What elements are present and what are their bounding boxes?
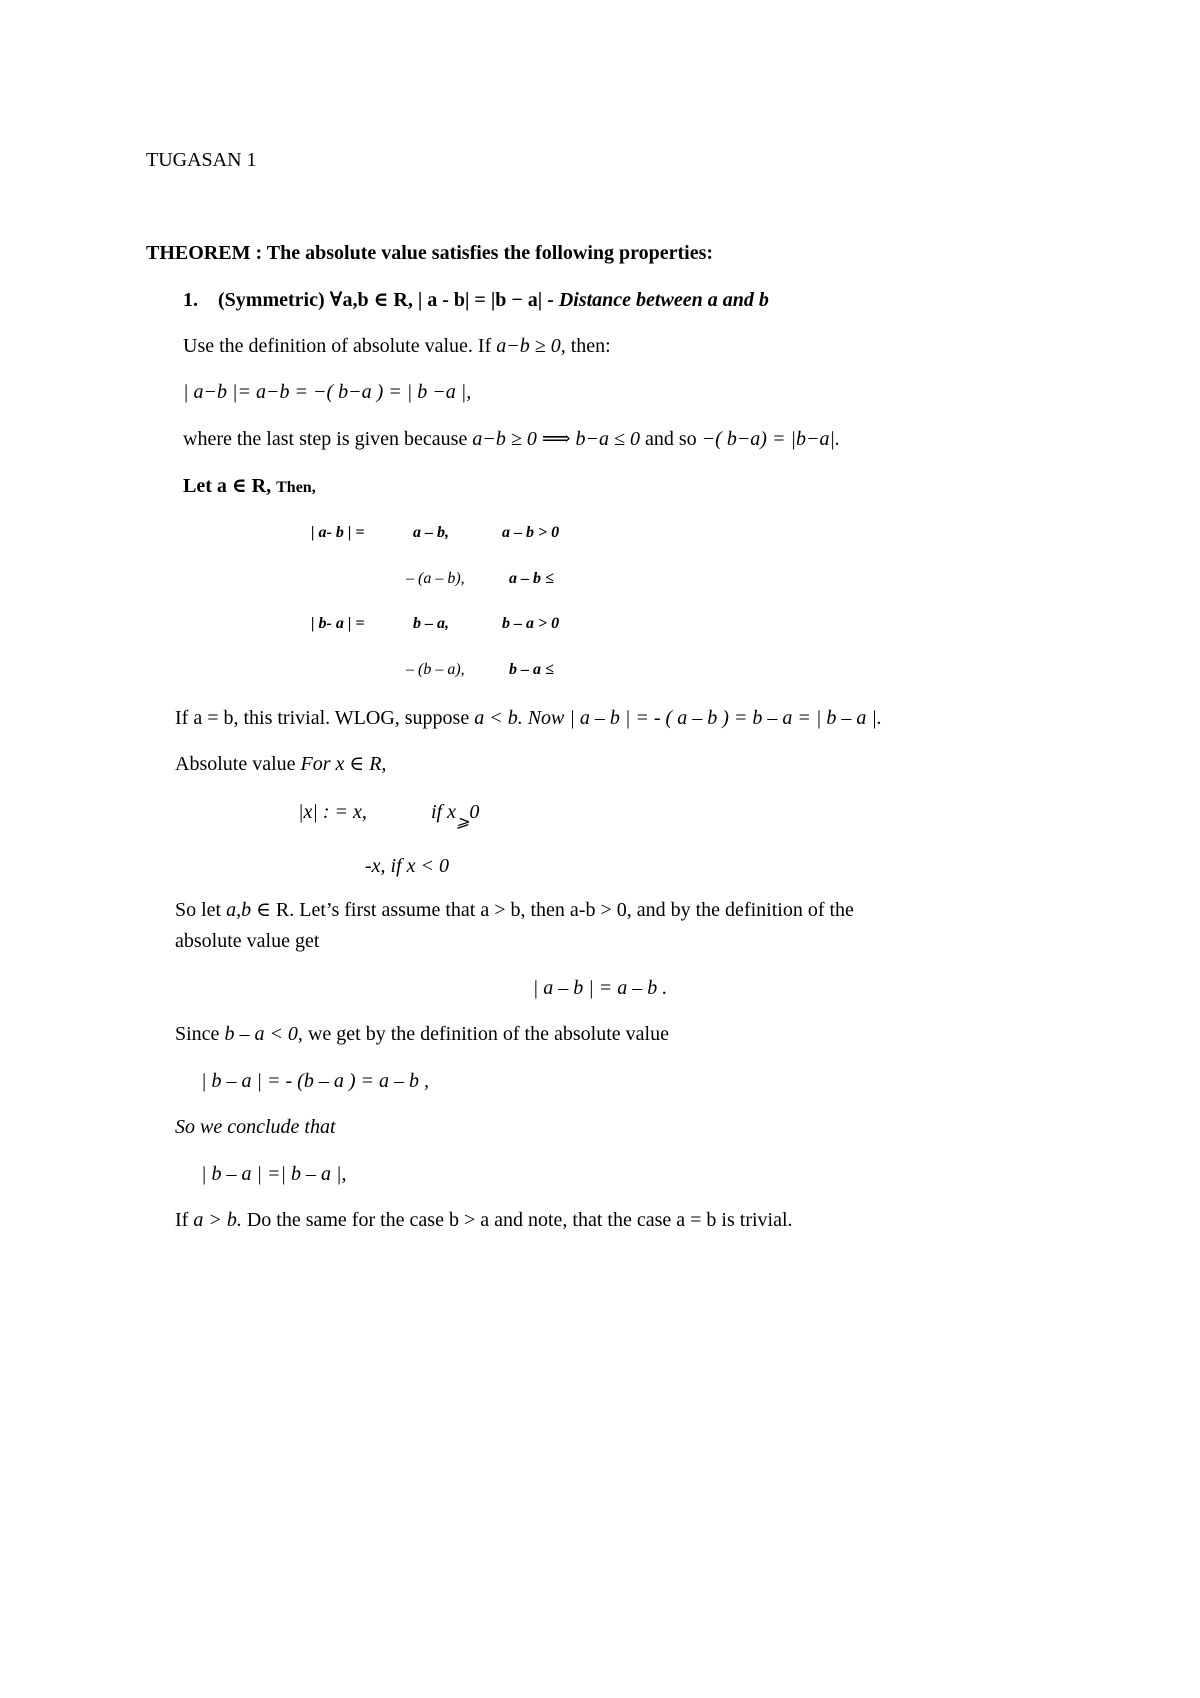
theorem-label: THEOREM : bbox=[146, 242, 263, 264]
let-line-then: Then, bbox=[276, 479, 316, 496]
item-formula: | a - b| = |b − a| bbox=[417, 289, 543, 311]
proof-line-3-implication: a−b ≥ 0 ⟹ b−a ≤ 0 bbox=[472, 428, 640, 450]
wlog-text: If a = b, this trivial. WLOG, suppose bbox=[175, 707, 470, 729]
case-ba-value-2: – (b – a), bbox=[406, 661, 465, 678]
since-text: Since bbox=[175, 1023, 220, 1045]
since-rest: we get by the definition of the absolute value bbox=[307, 1023, 669, 1045]
absdef-row-1-if: if x bbox=[431, 801, 456, 823]
case-ab-value-1: a – b, bbox=[413, 524, 449, 541]
wlog-line bbox=[175, 706, 882, 730]
item-number: 1. bbox=[183, 289, 198, 311]
proof-line-3 bbox=[183, 427, 840, 451]
since-formula: | b – a | = - (b – a ) = a – b , bbox=[201, 1070, 429, 1092]
wlog-formula: a < b. Now | a – b | = - ( a – b ) = b – a = | b – a |. bbox=[474, 707, 882, 729]
proof-line-1-condition: a−b ≥ 0, bbox=[496, 335, 566, 357]
theorem-item-1 bbox=[183, 288, 769, 312]
case-ab-lhs: | a- b | = bbox=[311, 524, 365, 541]
so-let-rest: ∈ R. Let’s first assume that a > b, then a-b > 0, and by the definition of the bbox=[256, 899, 854, 921]
absdef-text: Absolute value bbox=[175, 753, 296, 775]
item-name: (Symmetric) bbox=[218, 289, 325, 311]
since-line bbox=[175, 1022, 669, 1046]
final-rest: Do the same for the case b > a and note, that the case a = b is trivial. bbox=[246, 1209, 793, 1231]
absolute-value-definition-line bbox=[175, 752, 386, 776]
case-ab-value-2: – (a – b), bbox=[406, 570, 465, 587]
case-ab-condition-1: a – b > 0 bbox=[502, 524, 560, 541]
theorem-heading bbox=[146, 241, 713, 265]
final-condition: a > b. bbox=[193, 1209, 242, 1231]
case-ba-condition-2: b – a ≤ bbox=[509, 661, 554, 678]
case-ba-value-1: b – a, bbox=[413, 615, 449, 632]
item-quantifier: ∀a,b ∈ R, bbox=[329, 289, 413, 311]
so-let-text: So let bbox=[175, 899, 222, 921]
document-title: TUGASAN 1 bbox=[146, 149, 257, 171]
absdef-row-2: -x, if x < 0 bbox=[365, 855, 450, 877]
so-let-variables: a,b bbox=[226, 899, 252, 921]
proof-line-3-end: −( b−a) = |b−a|. bbox=[701, 428, 840, 450]
conclude-line: So we conclude that bbox=[175, 1116, 336, 1138]
theorem-statement: The absolute value satisfies the following properties: bbox=[266, 242, 714, 264]
case-ab-condition-2: a – b ≤ bbox=[509, 570, 554, 587]
absdef-row-1-symbol: ⩾ bbox=[456, 814, 470, 831]
proof-line-1 bbox=[183, 334, 611, 358]
let-line bbox=[183, 474, 316, 498]
final-text: If bbox=[175, 1209, 189, 1231]
absdef-row-1-condition bbox=[431, 800, 480, 831]
so-let-line-2: absolute value get bbox=[175, 930, 320, 952]
proof-line-3-mid: and so bbox=[644, 428, 697, 450]
absdef-row-1-zero: 0 bbox=[469, 801, 480, 823]
proof-line-3-text: where the last step is given because bbox=[183, 428, 468, 450]
proof-line-2: | a−b |= a−b = −( b−a ) = | b −a |, bbox=[183, 381, 472, 403]
proof-line-1-end: then: bbox=[570, 335, 611, 357]
conclude-formula: | b – a | =| b – a |, bbox=[201, 1163, 347, 1185]
since-condition: b – a < 0, bbox=[224, 1023, 303, 1045]
final-line bbox=[175, 1208, 793, 1232]
so-let-line-1 bbox=[175, 898, 854, 922]
absdef-domain: For x ∈ R, bbox=[300, 753, 387, 775]
proof-line-1-text: Use the definition of absolute value. If bbox=[183, 335, 492, 357]
case-ba-lhs: | b- a | = bbox=[311, 615, 365, 632]
centered-formula: | a – b | = a – b . bbox=[532, 977, 668, 999]
absdef-row-1-lhs: |x| : = x, bbox=[298, 801, 367, 823]
let-line-text: Let a ∈ R, bbox=[183, 475, 272, 497]
item-dash: - bbox=[547, 289, 554, 311]
case-ba-condition-1: b – a > 0 bbox=[502, 615, 560, 632]
item-description: Distance between a and b bbox=[558, 289, 769, 311]
